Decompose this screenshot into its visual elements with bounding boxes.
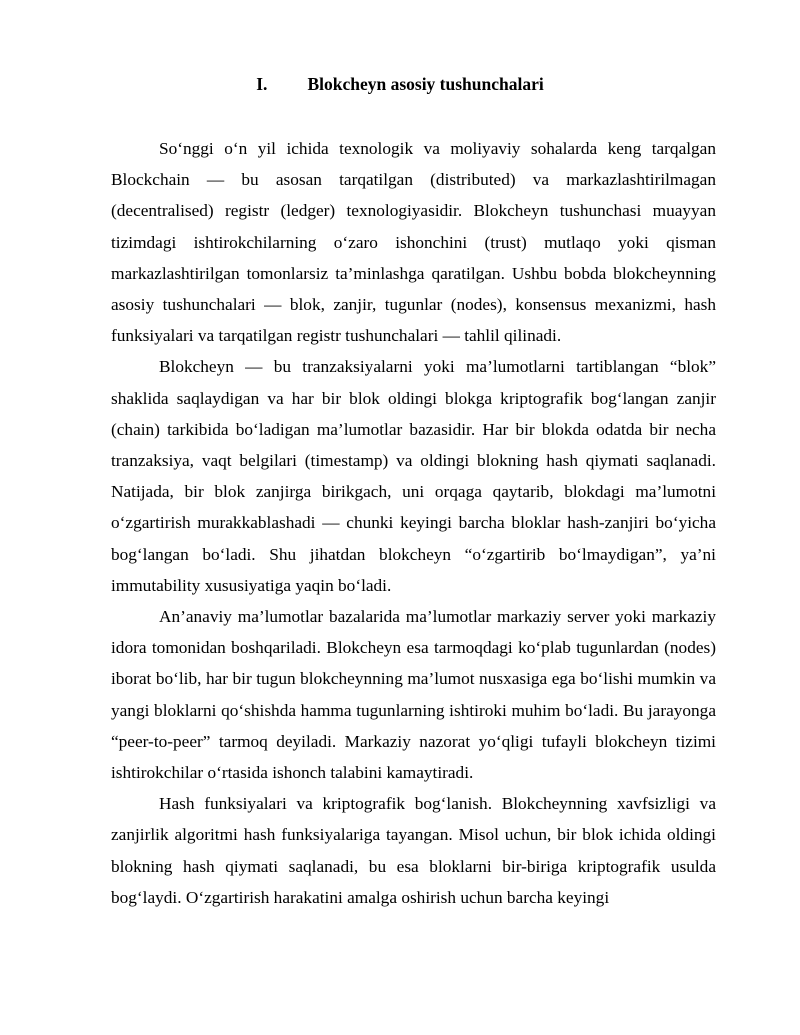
section-number: I.: [256, 74, 268, 94]
paragraph-traditional-databases: An’anaviy ma’lumotlar bazalarida ma’lumotlar markaziy server yoki markaziy idora tomonidan boshqariladi. Blokcheyn esa tarmoqdagi ko‘plab tugunlardan (nodes) iborat bo‘lib, har bir tugun blokcheynning ma’lumot nusxasiga ega bo‘lishi mumkin va yangi bloklarni qo‘shishda hamma tugunlarning ishtiroki muhim bo‘ladi. Bu jarayonga “peer-to-peer” tarmoq deyiladi. Markaziy nazorat yo‘qligi tufayli blokcheyn tizimi ishtirokchilar o‘rtasida ishonch talabini kamaytiradi.: [111, 607, 716, 783]
paragraph-intro: So‘nggi o‘n yil ichida texnologik va moliyaviy sohalarda keng tarqalgan Blockchain — bu asosan tarqatilgan (distributed) va markazlashtirilmagan (decentralised) registr (ledger) texnologiyasidir. Blokcheyn tushunchasi muayyan tizimdagi ishtirokchilarning o‘zaro ishonchini (trust) mutlaqo yoki qisman markazlashtirilgan tomonlarsiz ta’minlashga qaratilgan. Ushbu bobda blokcheynning asosiy tushunchalari — blok, zanjir, tugunlar (nodes), konsensus mexanizmi, hash funksiyalari va tarqatilgan registr tushunchalari — tahlil qilinadi.: [111, 139, 716, 346]
paragraph-blockchain-definition: Blokcheyn — bu tranzaksiyalarni yoki ma’lumotlarni tartiblangan “blok” shaklida saqlaydigan va har bir blok oldingi blokga kriptografik bog‘langan zanjir (chain) tarkibida bo‘ladigan ma’lumotlar bazasidir. Har bir blokda odatda bir necha tranzaksiya, vaqt belgilari (timestamp) va oldingi blokning hash qiymati saqlanadi. Natijada, bir blok zanjirga birikgach, uni orqaga qaytarib, blokdagi ma’lumotni o‘zgartirish murakkablashadi — chunki keyingi barcha bloklar hash-zanjiri bo‘yicha bog‘langan bo‘ladi. Shu jihatdan blokcheyn “o‘zgartirib bo‘lmaydigan”, ya’ni immutability xususiyatiga yaqin bo‘ladi.: [111, 357, 716, 595]
section-heading: [0, 72, 800, 96]
section-title: Blokcheyn asosiy tushunchalari: [307, 74, 544, 94]
paragraph-hash-functions: Hash funksiyalari va kriptografik bog‘lanish. Blokcheynning xavfsizligi va zanjirlik algoritmi hash funksiyalariga tayangan. Misol uchun, bir blok ichida oldingi blokning hash qiymati saqlanadi, bu esa bloklarni bir-biriga kriptografik usulda bog‘laydi. O‘zgartirish harakatini amalga oshirish uchun barcha keyingi: [111, 794, 716, 907]
body-text: [111, 133, 716, 913]
